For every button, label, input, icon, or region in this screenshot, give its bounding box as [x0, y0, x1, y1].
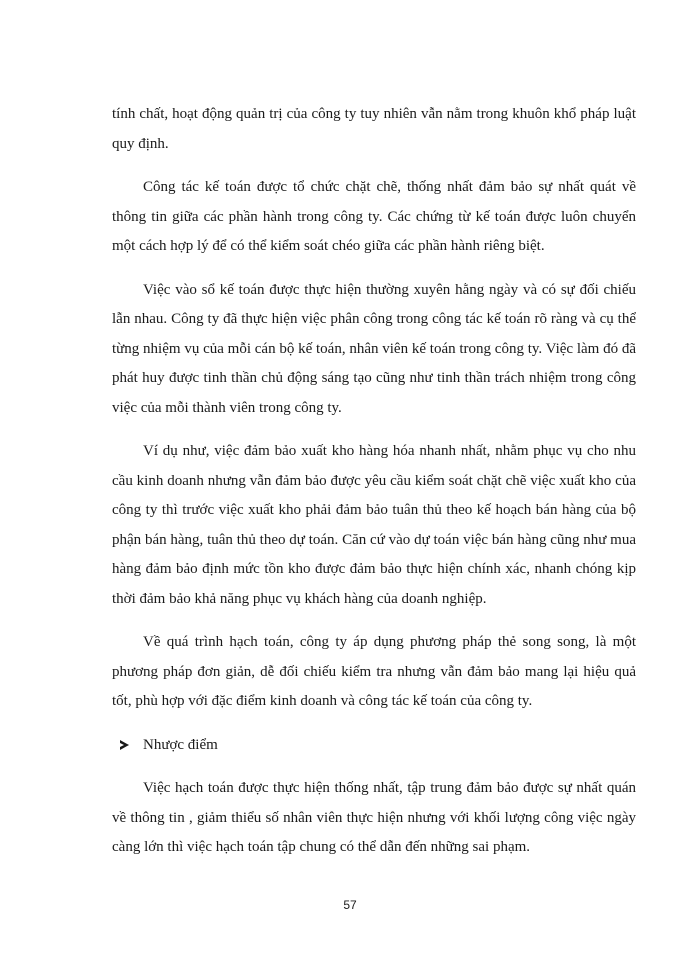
paragraph-accounting-organization: Công tác kế toán được tổ chức chặt chẽ, thống nhất đảm bảo sự nhất quát về thông tin giữa các phần hành trong công ty. Các chứng từ kế toán được luôn chuyển một cách hợp lý để có thể kiểm soát chéo giữa các phần hành riêng biệt.	[112, 179, 636, 254]
paragraph-bookkeeping: Việc vào sổ kế toán được thực hiện thường xuyên hằng ngày và có sự đối chiếu lẫn nhau. Công ty đã thực hiện việc phân công trong công tác kế toán rõ ràng và cụ thể từng nhiệm vụ của mỗi cán bộ kế toán, nhân viên kế toán trong công ty. Việc làm đó đã phát huy được tinh thần chủ động sáng tạo cũng như tinh thần trách nhiệm trong công việc của mỗi thành viên trong công ty.	[112, 281, 636, 416]
paragraph-disadvantages: Việc hạch toán được thực hiện thống nhất, tập trung đảm bảo được sự nhất quán về thông tin , giảm thiểu số nhân viên thực hiện nhưng với khối lượng công việc ngày càng lớn thì việc hạch toán tập chung có thể dẫn đến những sai phạm.	[112, 780, 636, 855]
section-heading-label: Nhược điểm	[143, 736, 218, 753]
page-number: 57	[343, 898, 357, 912]
paragraph-example-inventory: Ví dụ như, việc đảm bảo xuất kho hàng hóa nhanh nhất, nhằm phục vụ cho nhu cầu kinh doanh nhưng vẫn đảm bảo được yêu cầu kiểm soát chặt chẽ việc xuất kho của công ty thì trước việc xuất kho phải đảm bảo tuân thủ theo kế hoạch bán hàng của bộ phận bán hàng, tuân thủ theo dự toán. Căn cứ vào dự toán việc bán hàng cũng như mua hàng đảm bảo định mức tồn kho được đảm bảo thực hiện chính xác, nhanh chóng kịp thời đảm bảo khả năng phục vụ khách hàng của doanh nghiệp.	[112, 443, 636, 607]
page-body	[112, 100, 636, 877]
paragraph-continuation: tính chất, hoạt động quản trị của công ty tuy nhiên vẫn nằm trong khuôn khổ pháp luật quy định.	[112, 106, 636, 152]
section-heading-disadvantages	[120, 731, 636, 761]
arrow-bullet-icon	[120, 740, 129, 750]
paragraph-accounting-method: Về quá trình hạch toán, công ty áp dụng phương pháp thẻ song song, là một phương pháp đơn giản, dễ đối chiếu kiểm tra nhưng vẫn đảm bảo mang lại hiệu quả tốt, phù hợp với đặc điểm kinh doanh và công tác kế toán của công ty.	[112, 634, 636, 709]
